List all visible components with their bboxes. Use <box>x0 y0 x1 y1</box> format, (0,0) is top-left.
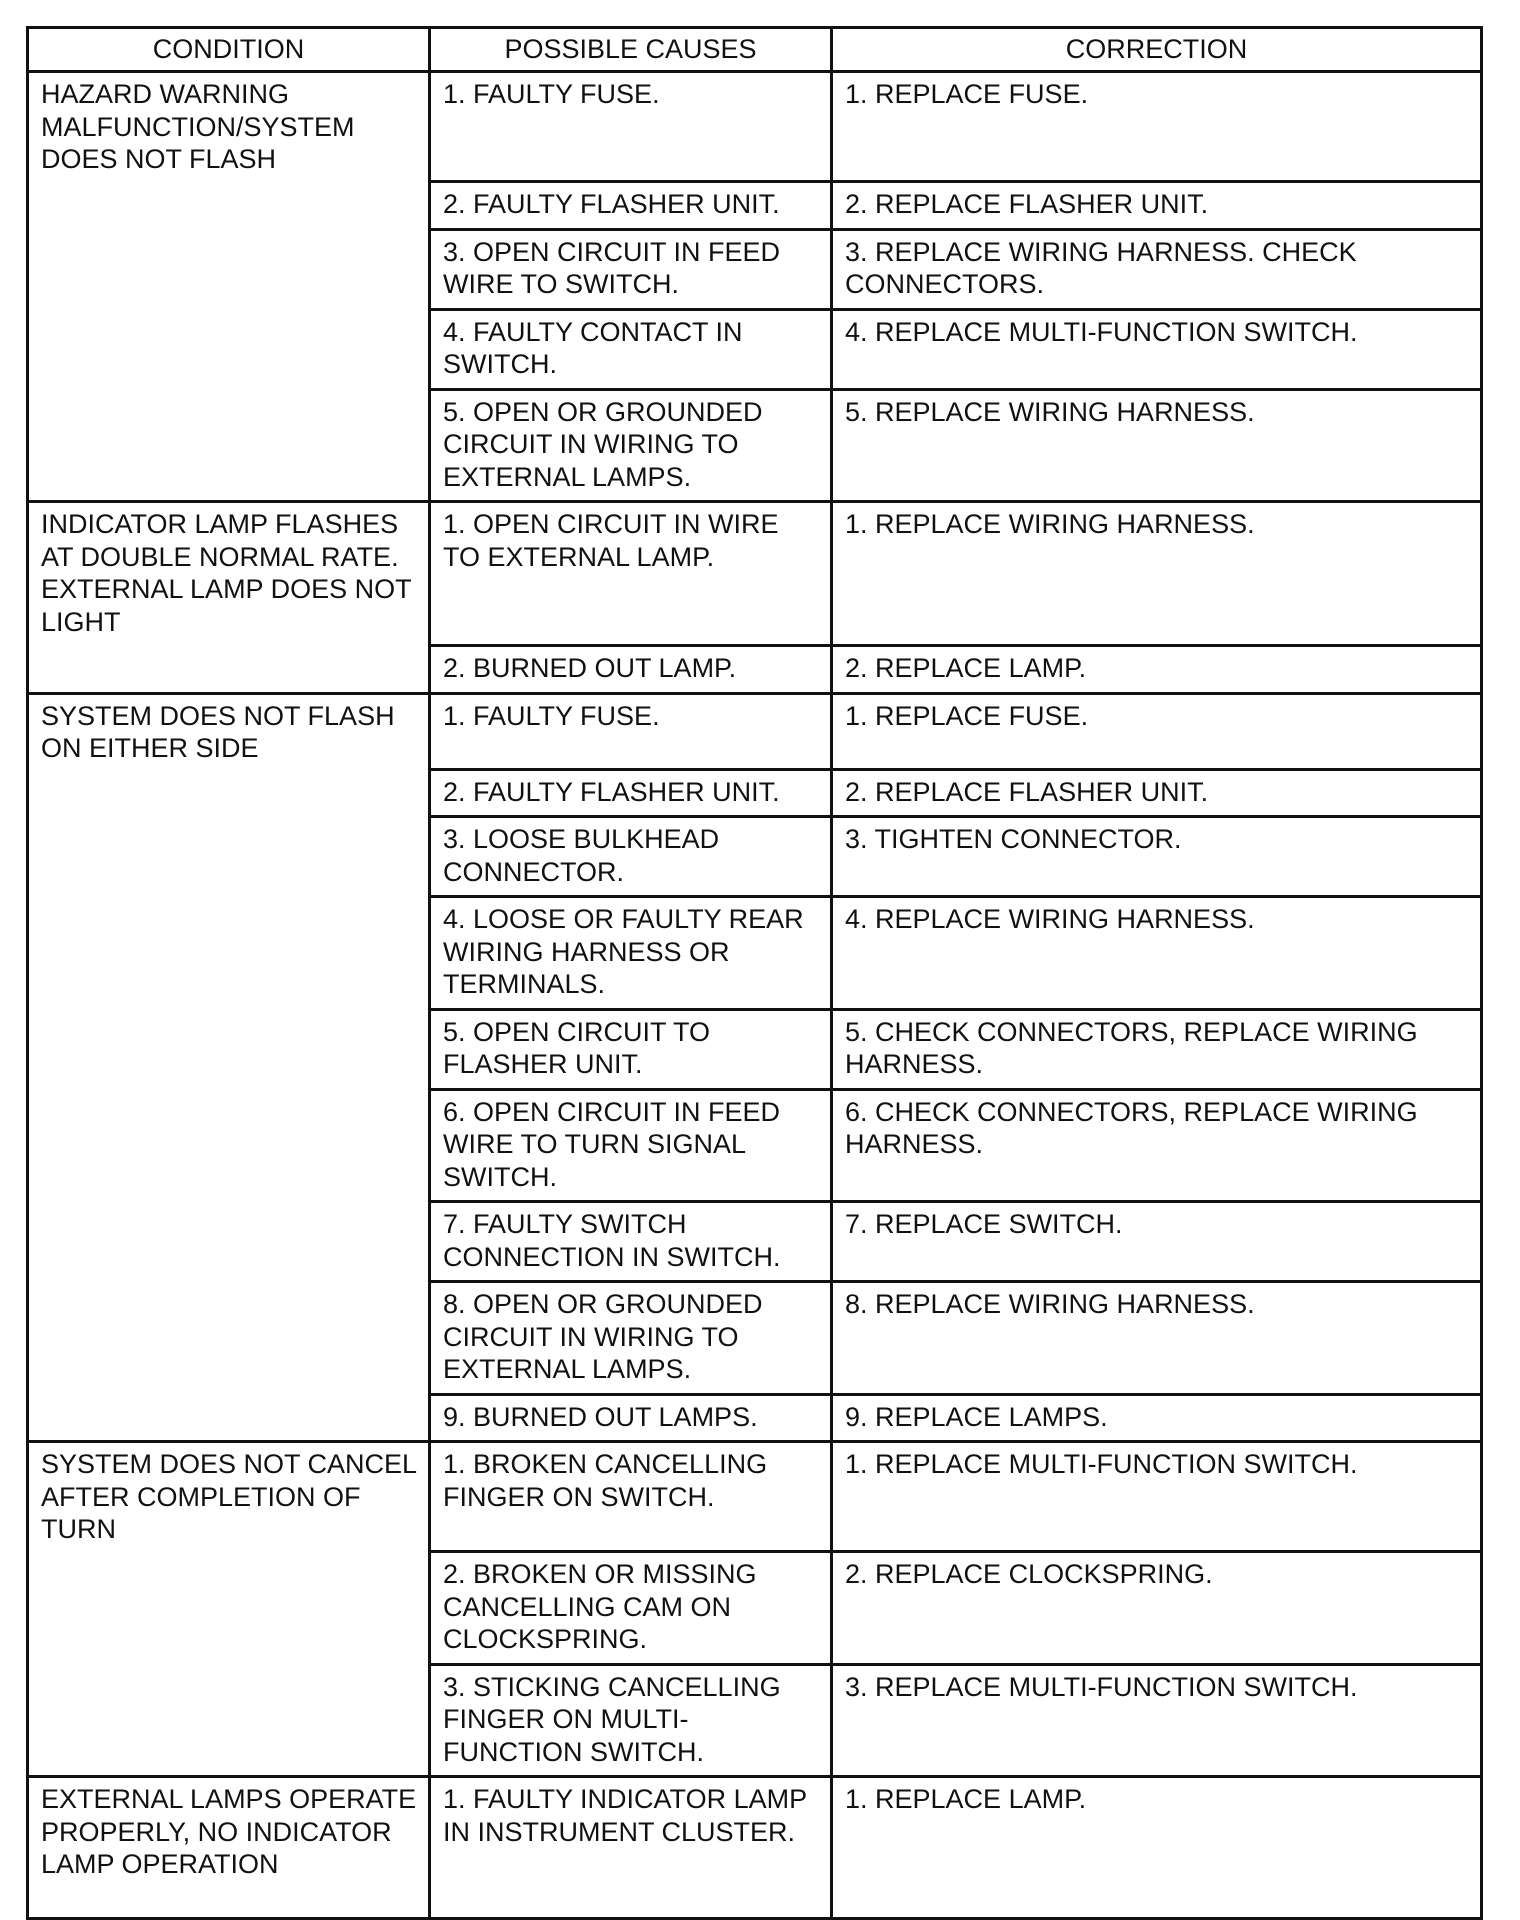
possible-cause-cell: 6. OPEN CIRCUIT IN FEED WIRE TO TURN SIGNAL SWITCH. <box>430 1089 832 1202</box>
condition-cell: HAZARD WARNING MALFUNCTION/SYSTEM DOES NOT FLASH <box>28 72 430 502</box>
correction-cell: 1. REPLACE FUSE. <box>832 693 1482 769</box>
correction-cell: 1. REPLACE FUSE. <box>832 72 1482 182</box>
possible-cause-cell: 1. FAULTY FUSE. <box>430 693 832 769</box>
possible-cause-cell: 2. BURNED OUT LAMP. <box>430 646 832 694</box>
correction-cell: 2. REPLACE FLASHER UNIT. <box>832 182 1482 230</box>
correction-cell: 2. REPLACE LAMP. <box>832 646 1482 694</box>
table-body <box>28 72 1482 1919</box>
table-row <box>28 1777 1482 1919</box>
header-correction: CORRECTION <box>832 28 1482 72</box>
correction-cell: 3. TIGHTEN CONNECTOR. <box>832 817 1482 897</box>
possible-cause-cell: 4. LOOSE OR FAULTY REAR WIRING HARNESS OR TERMINALS. <box>430 897 832 1010</box>
correction-cell: 2. REPLACE FLASHER UNIT. <box>832 769 1482 817</box>
correction-cell: 6. CHECK CONNECTORS, REPLACE WIRING HARNESS. <box>832 1089 1482 1202</box>
possible-cause-cell: 4. FAULTY CONTACT IN SWITCH. <box>430 309 832 389</box>
correction-cell: 8. REPLACE WIRING HARNESS. <box>832 1282 1482 1395</box>
possible-cause-cell: 2. FAULTY FLASHER UNIT. <box>430 769 832 817</box>
possible-cause-cell: 1. FAULTY INDICATOR LAMP IN INSTRUMENT CLUSTER. <box>430 1777 832 1919</box>
table-row <box>28 502 1482 646</box>
correction-cell: 5. REPLACE WIRING HARNESS. <box>832 389 1482 502</box>
header-condition: CONDITION <box>28 28 430 72</box>
possible-cause-cell: 1. BROKEN CANCELLING FINGER ON SWITCH. <box>430 1442 832 1552</box>
possible-cause-cell: 5. OPEN OR GROUNDED CIRCUIT IN WIRING TO EXTERNAL LAMPS. <box>430 389 832 502</box>
condition-cell: EXTERNAL LAMPS OPERATE PROPERLY, NO INDICATOR LAMP OPERATION <box>28 1777 430 1919</box>
possible-cause-cell: 2. FAULTY FLASHER UNIT. <box>430 182 832 230</box>
condition-cell: INDICATOR LAMP FLASHES AT DOUBLE NORMAL RATE. EXTERNAL LAMP DOES NOT LIGHT <box>28 502 430 694</box>
correction-cell: 1. REPLACE MULTI-FUNCTION SWITCH. <box>832 1442 1482 1552</box>
possible-cause-cell: 9. BURNED OUT LAMPS. <box>430 1394 832 1442</box>
condition-cell: SYSTEM DOES NOT FLASH ON EITHER SIDE <box>28 693 430 1442</box>
possible-cause-cell: 2. BROKEN OR MISSING CANCELLING CAM ON CLOCKSPRING. <box>430 1552 832 1665</box>
table-row <box>28 72 1482 182</box>
header-row <box>28 28 1482 72</box>
table-row <box>28 1442 1482 1552</box>
possible-cause-cell: 7. FAULTY SWITCH CONNECTION IN SWITCH. <box>430 1202 832 1282</box>
correction-cell: 7. REPLACE SWITCH. <box>832 1202 1482 1282</box>
possible-cause-cell: 5. OPEN CIRCUIT TO FLASHER UNIT. <box>430 1009 832 1089</box>
diagnosis-table <box>26 26 1483 1920</box>
possible-cause-cell: 3. OPEN CIRCUIT IN FEED WIRE TO SWITCH. <box>430 229 832 309</box>
table-row <box>28 693 1482 769</box>
correction-cell: 3. REPLACE MULTI-FUNCTION SWITCH. <box>832 1664 1482 1777</box>
possible-cause-cell: 1. FAULTY FUSE. <box>430 72 832 182</box>
header-possible-causes: POSSIBLE CAUSES <box>430 28 832 72</box>
possible-cause-cell: 3. LOOSE BULKHEAD CONNECTOR. <box>430 817 832 897</box>
possible-cause-cell: 8. OPEN OR GROUNDED CIRCUIT IN WIRING TO EXTERNAL LAMPS. <box>430 1282 832 1395</box>
correction-cell: 3. REPLACE WIRING HARNESS. CHECK CONNECTORS. <box>832 229 1482 309</box>
correction-cell: 1. REPLACE WIRING HARNESS. <box>832 502 1482 646</box>
possible-cause-cell: 1. OPEN CIRCUIT IN WIRE TO EXTERNAL LAMP. <box>430 502 832 646</box>
correction-cell: 9. REPLACE LAMPS. <box>832 1394 1482 1442</box>
possible-cause-cell: 3. STICKING CANCELLING FINGER ON MULTI-FUNCTION SWITCH. <box>430 1664 832 1777</box>
correction-cell: 1. REPLACE LAMP. <box>832 1777 1482 1919</box>
correction-cell: 2. REPLACE CLOCKSPRING. <box>832 1552 1482 1665</box>
condition-cell: SYSTEM DOES NOT CANCEL AFTER COMPLETION OF TURN <box>28 1442 430 1777</box>
correction-cell: 5. CHECK CONNECTORS, REPLACE WIRING HARNESS. <box>832 1009 1482 1089</box>
correction-cell: 4. REPLACE WIRING HARNESS. <box>832 897 1482 1010</box>
correction-cell: 4. REPLACE MULTI-FUNCTION SWITCH. <box>832 309 1482 389</box>
